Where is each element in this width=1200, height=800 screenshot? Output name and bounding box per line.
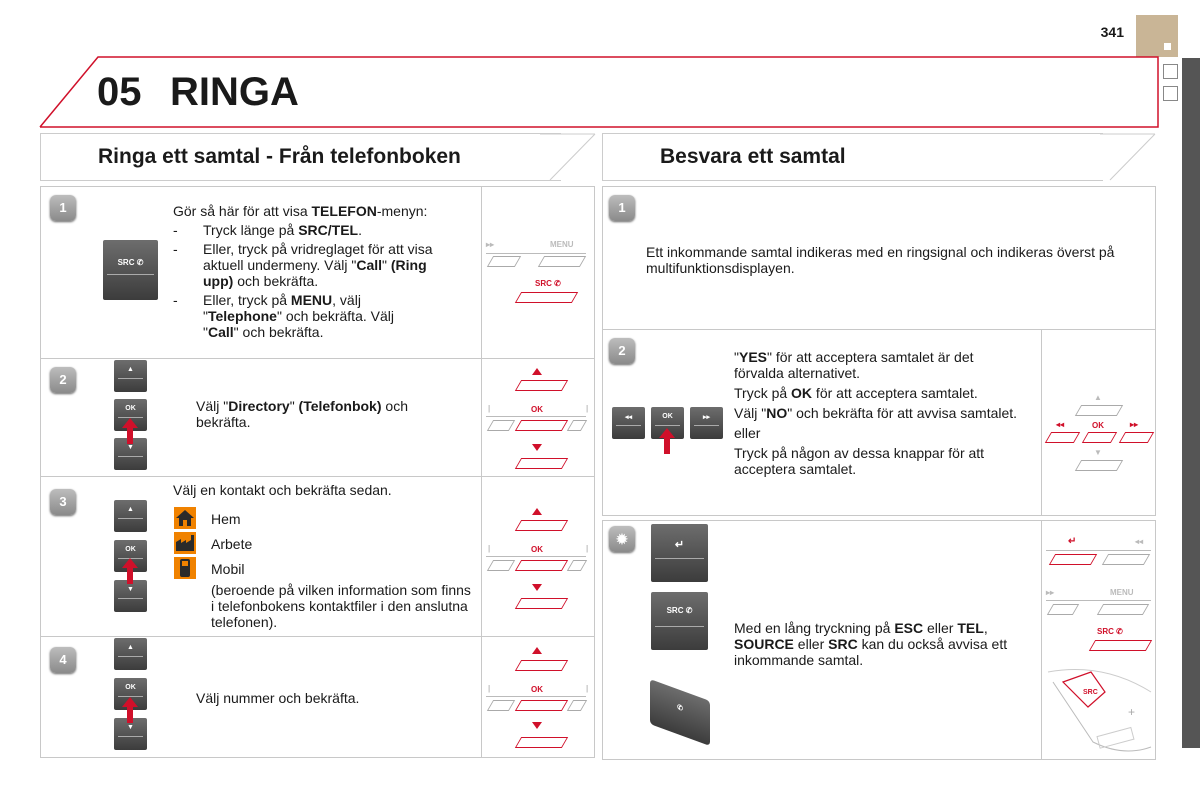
src-button: SRC ✆ (103, 240, 158, 300)
back-button (651, 524, 708, 582)
answer-step2-text (734, 349, 1024, 477)
work-icon (174, 532, 196, 554)
menu-label: MENU (550, 240, 574, 249)
ok-label: OK (662, 413, 673, 420)
ok-outline (515, 420, 568, 431)
text-bold: MENU (290, 292, 333, 308)
step2-text (196, 398, 466, 430)
press-arrow-icon (122, 418, 138, 444)
text: " och bekräfta. Välj " (203, 308, 394, 340)
button-outline (1075, 460, 1123, 471)
press-arrow-icon (659, 428, 675, 454)
src-button-highlight (515, 292, 578, 303)
text: . (358, 222, 362, 238)
text-bold: SOURCE (734, 636, 794, 652)
home-icon (174, 507, 196, 529)
text: " (289, 398, 299, 414)
text: " och bekräfta för att avvisa samtalet. (787, 405, 1018, 421)
src-label: SRC (666, 606, 684, 615)
press-arrow-icon (122, 697, 138, 723)
text: Gör så här för att visa (173, 203, 312, 219)
up-button (114, 638, 147, 670)
ok-label-red: OK (1092, 421, 1104, 430)
up-button (114, 360, 147, 392)
divider-tick: | (488, 544, 491, 553)
step-badge: 4 (50, 647, 76, 673)
text-bold: Call (356, 257, 383, 273)
chapter-title: RINGA (170, 70, 299, 114)
ok-outline (515, 700, 568, 711)
text: " för att acceptera samtalet är det förvalda alternativet. (734, 349, 974, 381)
src-text: SRC (1097, 627, 1114, 636)
ok-label-red: OK (531, 545, 543, 554)
mobile-icon (174, 557, 196, 579)
step3-intro: Välj en kontakt och bekräfta sedan. (173, 482, 392, 498)
contact-work-label: Arbete (211, 536, 253, 552)
text-bold: YES (738, 349, 767, 365)
divider (1046, 550, 1151, 551)
text-bold: SRC (828, 636, 858, 652)
illustration-box (481, 476, 595, 638)
chapter-number: 05 (97, 70, 142, 114)
text: -menyn: (376, 203, 428, 219)
svg-text:+: + (1128, 705, 1136, 719)
text: Eller, tryck på (203, 292, 291, 308)
text-bold: TELEFON (311, 203, 377, 219)
step-badge: 2 (50, 367, 76, 393)
back-icon: ↵ (1068, 536, 1077, 547)
side-bar (1182, 58, 1200, 748)
text-bold: Telephone (207, 308, 277, 324)
ok-label-red: OK (531, 685, 543, 694)
down-outline (515, 737, 568, 748)
arrow-up-icon: ▲ (127, 506, 134, 513)
ok-outline (515, 560, 568, 571)
text: Välj " (196, 398, 229, 414)
text: Eller, tryck på vridreglaget för att visa aktuell undermeny. Välj " (203, 241, 433, 273)
text: eller (734, 425, 761, 441)
step-badge: 1 (609, 195, 635, 221)
steering-wheel-illustration (1043, 662, 1153, 756)
text: för att acceptera samtalet. (812, 385, 978, 401)
press-arrow-icon (122, 558, 138, 584)
text-bold: TEL (957, 620, 984, 636)
text: Med en lång tryckning på (734, 620, 895, 636)
chapter-tab-active (1136, 15, 1178, 57)
text-bold: SRC/TEL (298, 222, 359, 238)
step4-text: Välj nummer och bekräfta. (196, 690, 360, 706)
forward-icon: ▸▸ (1130, 420, 1139, 429)
arrow-up-icon: ▲ (127, 366, 134, 373)
up-outline (515, 520, 568, 531)
text: och bekräfta. (233, 273, 319, 289)
arrow-down-icon (532, 584, 542, 591)
arrow-up-icon: ▲ (1094, 393, 1102, 402)
phone-icon: ✆ (677, 703, 683, 714)
src-label-red: SRC ✆ (535, 279, 561, 288)
contact-home-label: Hem (211, 511, 241, 527)
step3-note: (beroende på vilken information som finns i telefonbokens kontaktfiler i den anslutna telefonen). (211, 582, 471, 630)
right-section-title: Besvara ett samtal (660, 145, 846, 168)
up-button (114, 500, 147, 532)
text-bold: OK (791, 385, 813, 401)
text: Välj " (734, 405, 767, 421)
up-outline (515, 660, 568, 671)
arrow-down-icon: ▼ (127, 724, 134, 731)
text: Tryck på någon av dessa knappar för att acceptera samtalet. (734, 445, 985, 477)
button-outline (1075, 405, 1123, 416)
back-outline (1049, 554, 1097, 565)
up-outline (515, 380, 568, 391)
text: " (734, 349, 739, 365)
step-badge: 1 (50, 195, 76, 221)
back-icon: ↵ (674, 539, 685, 551)
answer-step1-text: Ett inkommande samtal indikeras med en ringsignal och indikeras överst på multifunktionsdisplayen. (646, 244, 1115, 276)
src-text: SRC (535, 279, 552, 288)
src-label: SRC (117, 258, 135, 267)
arrow-down-icon: ▼ (127, 586, 134, 593)
arrow-down-icon (532, 444, 542, 451)
tip-text (734, 620, 1024, 668)
divider (486, 696, 586, 697)
divider-tick: | (488, 684, 491, 693)
down-button (114, 580, 147, 612)
text: Tryck på (734, 385, 792, 401)
text: " och bekräfta. (233, 324, 324, 340)
step1-text: Gör så här för att visa TELEFON-menyn: - Tryck länge på SRC/TEL. - Eller, tryck på vridreglaget för att visa aktuell undermeny. Välj "Call" (Ring upp) och bekräfta. - Eller, tryck på MENU, välj "Telephone" och bekräfta. Välj "Call" och bekräfta. (173, 203, 433, 340)
chapter-tab (1163, 86, 1178, 101)
svg-text:SRC: SRC (1083, 689, 1098, 696)
text-bold: ESC (894, 620, 924, 636)
text: och bekräfta. (196, 398, 408, 430)
forward-icon: ▸▸ (702, 414, 711, 421)
text: eller (923, 620, 958, 636)
ok-label: OK (125, 405, 136, 412)
divider-tick: | (586, 404, 589, 413)
header-diagonal (540, 133, 596, 181)
ok-label: OK (125, 546, 136, 553)
button-outline (1097, 604, 1149, 615)
src-button-highlight (1089, 640, 1152, 651)
down-outline (515, 598, 568, 609)
divider-tick: | (488, 404, 491, 413)
menu-label: MENU (1110, 588, 1134, 597)
src-button: SRC ✆ (651, 592, 708, 650)
divider-tick: | (586, 544, 589, 553)
rewind-icon: ◂◂ (1056, 420, 1065, 429)
text-bold: (Telefonbok) (298, 398, 382, 414)
text-bold: Call (207, 324, 234, 340)
divider (486, 416, 586, 417)
divider (486, 253, 586, 254)
src-label-red: SRC ✆ (1097, 627, 1123, 636)
text: kan du också avvisa ett inkommande samtal. (734, 636, 1008, 668)
chapter-tab (1163, 64, 1178, 79)
header-diagonal (1100, 133, 1156, 181)
text: eller (793, 636, 829, 652)
arrow-up-icon (532, 368, 542, 375)
arrow-down-icon (532, 722, 542, 729)
step-badge: 2 (609, 338, 635, 364)
arrow-up-icon: ▲ (127, 644, 134, 651)
illustration-box (481, 186, 595, 360)
divider (486, 556, 586, 557)
arrow-down-icon: ▼ (1094, 448, 1102, 457)
text-bold: Directory (228, 398, 290, 414)
left-section-title: Ringa ett samtal - Från telefonboken (98, 145, 461, 168)
forward-button (690, 407, 723, 439)
text-bold: (Ring upp) (203, 257, 427, 289)
text-bold: NO (766, 405, 788, 421)
lightbulb-icon: ✹ (609, 526, 635, 552)
button-outline (1102, 554, 1150, 565)
arrow-up-icon (532, 508, 542, 515)
forward-icon: ▸▸ (486, 240, 495, 249)
text: Tryck länge på (203, 222, 299, 238)
forward-icon: ▸▸ (1046, 588, 1055, 597)
divider (1046, 600, 1151, 601)
button-outline (538, 256, 586, 267)
divider-tick: | (586, 684, 589, 693)
ok-label-red: OK (531, 405, 543, 414)
contact-mobile-label: Mobil (211, 561, 245, 577)
arrow-down-icon: ▼ (127, 444, 134, 451)
step-badge: 3 (50, 489, 76, 515)
page-number: 341 (1100, 24, 1124, 40)
down-outline (515, 458, 568, 469)
arrow-up-icon (532, 647, 542, 654)
rewind-icon: ◂◂ (1135, 537, 1144, 546)
text: , (983, 620, 988, 636)
text: " (382, 257, 391, 273)
ok-label: OK (125, 684, 136, 691)
rewind-button (612, 407, 645, 439)
text: , välj " (203, 292, 361, 324)
rewind-icon: ◂◂ (624, 414, 633, 421)
